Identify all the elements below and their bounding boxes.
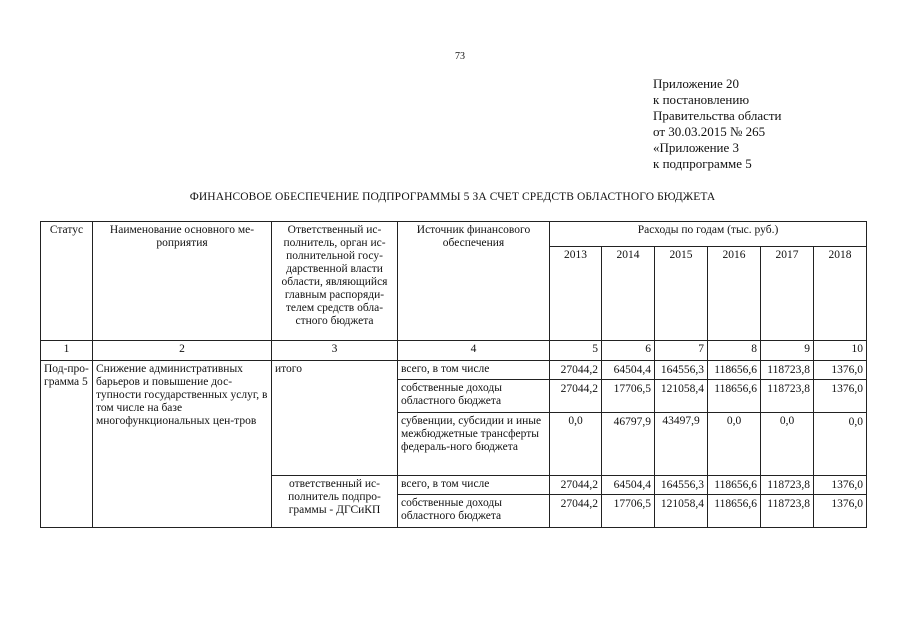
column-number: 9 — [761, 341, 814, 361]
value-cell: 118656,6 — [708, 361, 761, 380]
column-number: 4 — [398, 341, 550, 361]
header-row-1 — [41, 222, 867, 247]
value-cell: 27044,2 — [550, 495, 602, 528]
value-cell: 17706,5 — [602, 380, 655, 413]
column-number-row — [41, 341, 867, 361]
appendix-line: от 30.03.2015 № 265 — [653, 124, 766, 139]
document-title: ФИНАНСОВОЕ ОБЕСПЕЧЕНИЕ ПОДПРОГРАММЫ 5 ЗА СЧЕТ СРЕДСТВ ОБЛАСТНОГО БЮДЖЕТА — [189, 191, 716, 203]
value-cell: 118656,6 — [708, 495, 761, 528]
source-cell: всего, в том числе — [398, 476, 550, 495]
value-cell: 118723,8 — [761, 476, 814, 495]
value-cell: 118723,8 — [761, 495, 814, 528]
header-year: 2013 — [550, 247, 602, 341]
source-cell: всего, в том числе — [398, 361, 550, 380]
table-row — [41, 361, 867, 380]
status-cell: Под-про-грамма 5 — [41, 361, 93, 528]
column-number: 5 — [550, 341, 602, 361]
value-cell: 27044,2 — [550, 361, 602, 380]
value-cell: 64504,4 — [602, 476, 655, 495]
appendix-line: к постановлению — [653, 92, 750, 107]
responsible-cell: ответственный ис-полнитель подпро-граммы - ДГСиКП — [272, 476, 398, 528]
header-year: 2015 — [655, 247, 708, 341]
value-cell: 121058,4 — [655, 495, 708, 528]
value-cell: 0,0 — [814, 413, 867, 476]
appendix-line: Приложение 20 — [653, 76, 740, 91]
appendix-line: Правительства области — [653, 108, 782, 123]
header-status: Статус — [41, 222, 93, 341]
value-cell: 0,0 — [761, 413, 814, 476]
value-cell: 121058,4 — [655, 380, 708, 413]
value-cell: 17706,5 — [602, 495, 655, 528]
financing-table — [40, 221, 867, 528]
header-year: 2018 — [814, 247, 867, 341]
value-cell: 1376,0 — [814, 380, 867, 413]
header-expenses: Расходы по годам (тыс. руб.) — [550, 222, 867, 247]
source-cell: собственные доходы областного бюджета — [398, 380, 550, 413]
header-responsible: Ответственный ис-полнитель, орган ис-полнительной госу-дарственной власти области, являющийся главным распоряди-телем средств обла-стного бюджета — [272, 222, 398, 341]
column-number: 10 — [814, 341, 867, 361]
activity-name-cell: Снижение административных барьеров и повышение дос-тупности государственных услуг, в том числе на базе многофункциональных цен-тров — [93, 361, 272, 528]
source-cell: собственные доходы областного бюджета — [398, 495, 550, 528]
column-number: 3 — [272, 341, 398, 361]
appendix-block — [653, 76, 782, 172]
value-cell: 43497,9 — [655, 413, 708, 476]
source-cell: субвенции, субсидии и иные межбюджетные трансферты федераль-ного бюджета — [398, 413, 550, 476]
column-number: 1 — [41, 341, 93, 361]
value-cell: 164556,3 — [655, 476, 708, 495]
value-cell: 46797,9 — [602, 413, 655, 476]
appendix-line: «Приложение 3 — [653, 140, 740, 155]
column-number: 8 — [708, 341, 761, 361]
value-cell: 118656,6 — [708, 476, 761, 495]
value-cell: 118656,6 — [708, 380, 761, 413]
value-cell: 0,0 — [708, 413, 761, 476]
header-year: 2014 — [602, 247, 655, 341]
column-number: 6 — [602, 341, 655, 361]
responsible-cell: итого — [272, 361, 398, 476]
page-number: 73 — [455, 51, 465, 62]
value-cell: 1376,0 — [814, 495, 867, 528]
header-year: 2017 — [761, 247, 814, 341]
header-source: Источник финансового обеспечения — [398, 222, 550, 341]
column-number: 7 — [655, 341, 708, 361]
value-cell: 164556,3 — [655, 361, 708, 380]
value-cell: 1376,0 — [814, 476, 867, 495]
header-year: 2016 — [708, 247, 761, 341]
value-cell: 27044,2 — [550, 476, 602, 495]
value-cell: 0,0 — [550, 413, 602, 476]
value-cell: 27044,2 — [550, 380, 602, 413]
value-cell: 118723,8 — [761, 361, 814, 380]
header-name: Наименование основного ме-роприятия — [93, 222, 272, 341]
column-number: 2 — [93, 341, 272, 361]
value-cell: 64504,4 — [602, 361, 655, 380]
appendix-line: к подпрограмме 5 — [653, 156, 752, 171]
value-cell: 118723,8 — [761, 380, 814, 413]
value-cell: 1376,0 — [814, 361, 867, 380]
